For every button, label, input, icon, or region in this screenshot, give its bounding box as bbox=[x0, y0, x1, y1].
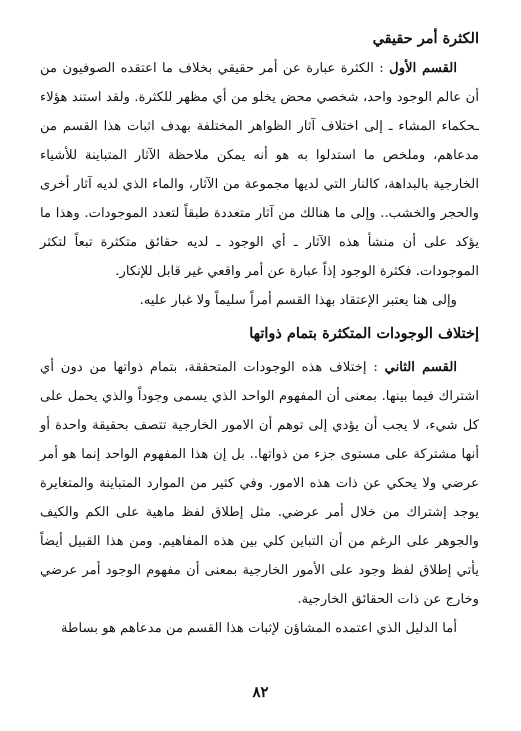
heading-differing-existents: إختلاف الوجودات المتكثرة بتمام ذواتها bbox=[249, 325, 479, 342]
paragraph-conclusion: وإلى هنا يعتبر الإعتقاد بهذا القسم أمراً سليماً ولا غبار عليه. bbox=[139, 293, 457, 308]
page-number: ٨٢ bbox=[252, 683, 269, 701]
heading-plurality-real: الكثرة أمر حقيقي bbox=[372, 30, 479, 47]
section-two-label: القسم الثاني bbox=[384, 360, 458, 375]
paragraph-section-one bbox=[40, 54, 479, 286]
section-one-text: : الكثرة عبارة عن أمر حقيقي بخلاف ما اعتقده الصوفيون من أن عالم الوجود واحد، شخصي محض يخلو من أي مظهر للكثرة. ولقد استند هؤلاء ـحكماء المشاء ـ إلى اختلاف آثار الظواهر المختلفة بهدف اثبات هذا القسم من مدعاهم، وملخص ما استدلوا به هو أنه يمكن ملاحظة الآثار المتباينة للأشياء الخارجية بالبداهة، كالنار التي لديها مجموعة من الآثار، والماء الذي لديه آثار أخرى والحجر والخشب.. وإلى ما هنالك من آثار متعددة طبقاً لتعدد الموجودات. وهذا ما يؤكد على أن منشأ هذه الآثار ـ أي الوجود ـ لديه حقائق متكثرة تبعاً لتكثر الموجودات. فكثرة الوجود إذاً عبارة عن أمر واقعي غير قابل للإنكار. bbox=[40, 61, 479, 279]
paragraph-section-two bbox=[40, 353, 479, 614]
section-two-text: : إختلاف هذه الوجودات المتحققة، بتمام ذواتها من دون أي اشتراك فيما بينها. بمعنى أن المفهوم الواحد الذي يسمى وجوداً والذي يحمل على كل شيء، لا يجب أن يؤدي إلى توهم أن الامور الخارجية تتصف بحقيقة واحدة أو أنها مشتركة على مستوى جزء من ذواتها.. بل إن هذا المفهوم الواحد إنما هو أمر عرضي ولا يحكي عن ذات هذه الامور. وفي كثير من الموارد المتباينة والمتغايرة يوجد إشتراك من خلال أمر عرضي. مثل إطلاق لفظ ماهية على الكم والكيف والجوهر على الرغم من أن التباين كلي بين هذه المفاهيم. ومن هذا القبيل أيضاً يأتي إطلاق لفظ وجود على الأمور الخارجية بمعنى أن مفهوم الوجود أمر عرضي وخارج عن ذات الحقائق الخارجية. bbox=[40, 360, 479, 607]
paragraph-proof-intro: أما الدليل الذي اعتمده المشاؤن لإثبات هذا القسم من مدعاهم هو بساطة bbox=[60, 621, 457, 636]
section-one-label: القسم الأول bbox=[389, 61, 457, 76]
